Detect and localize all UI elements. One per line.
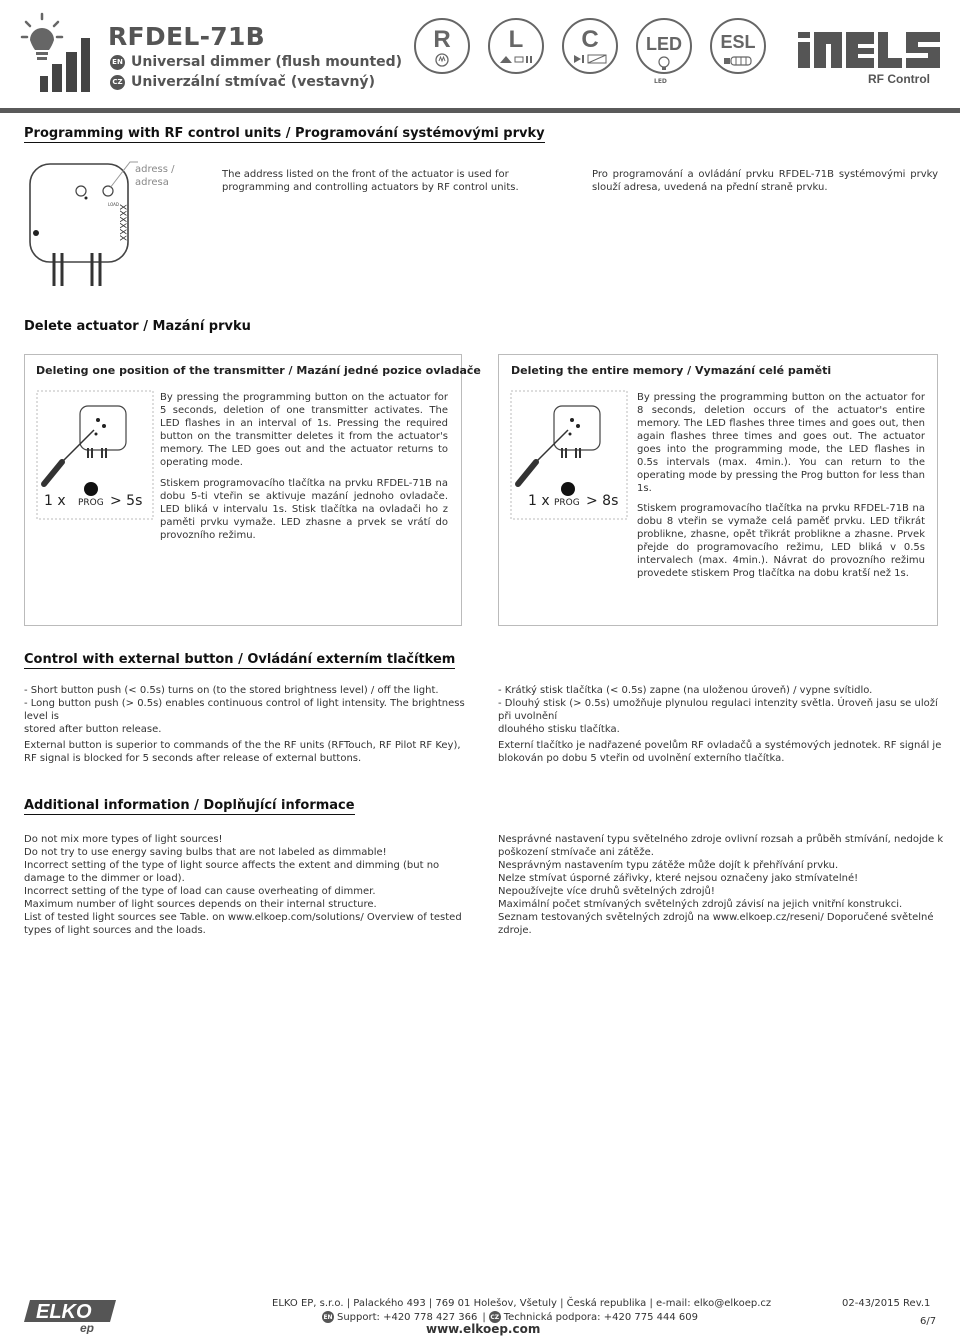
- elko-logo-text: ELKO: [36, 1301, 92, 1323]
- device-load-label: LOAD: [108, 202, 119, 207]
- elko-logo-sub: ep: [80, 1321, 95, 1334]
- badge-esl: [710, 18, 766, 74]
- external-heading: Control with external button / Ovládání externím tlačítkem: [24, 652, 456, 667]
- badge-l-label: L: [508, 26, 524, 53]
- subtitle-cz-text: Univerzální stmívač (vestavný): [131, 74, 375, 90]
- footer-support-en: Support: +420 778 427 366: [337, 1311, 478, 1323]
- additional-cz: Nesprávné nastavení typu světelného zdroje ovlivní rozsah a průběh stmívání, nedojde k poškození stmívače ani zátěže. Nesprávným nastavením typu zátěže může dojít k přehřívání prvku. Nelze stmívat úsporné zářivky, které nejsou označeny jako stmívatelné! Nepoužívejte více druhů světelných zdrojů! Maximální počet stmívaných světelných zdrojů závisí na jejich vnitřní konstrukci. Seznam testovaných světelných zdrojů na www.elkoep.cz/reseni/ Doporučené světelné zdroje.: [498, 834, 944, 936]
- delete-all-title: Deleting the entire memory / Vymazání celé paměti: [511, 364, 832, 377]
- programming-text-en: The address listed on the front of the actuator is used for programming and controlling actuators by RF control units.: [222, 169, 519, 193]
- delete-one-title: Deleting one position of the transmitter / Mazání jedné pozice ovladače: [36, 364, 481, 377]
- delete-one-text-cz: Stiskem programovacího tlačítka na prvku RFDEL-71B na dobu 5-ti vteřin se aktivuje mazání jednoho ovladače. LED bliká v intervalu 1s. Stisk tlačítka na ovladači ho z paměti prvku vymaže. LED zhasne a prvek se vrátí do provozního režimu.: [160, 478, 448, 541]
- badge-esl-label: ESL: [720, 32, 756, 52]
- delete-one-prog: PROG: [78, 498, 104, 508]
- badge-r: [414, 18, 470, 74]
- footer-support-cz: Technická podpora: +420 775 444 609: [503, 1311, 698, 1323]
- delete-all-text-cz: Stiskem programovacího tlačítka na prvku RFDEL-71B na dobu 8 vteřin se vymaže celá paměť prvku. LED třikrát problikne, zhasne, opět třikrát problikne a zhasne. Prvek přejde do programovacího režimu, LED bliká v 0.5s intervalech (max. 4min.). Návrat do provozního režimu provedete stiskem Prog tlačítka na dobu kratší než 1s.: [637, 503, 925, 579]
- badge-c-label: C: [581, 26, 599, 53]
- footer-revision: 02-43/2015 Rev.1: [842, 1298, 931, 1309]
- delete-all-text-en: By pressing the programming button on the actuator for 8 seconds, deletion occurs of the actuator's entire memory. The LED flashes three times and goes out, then again flashes three times and goes out. The actuator goes into the programming mode, the LED flashes in 0.5s intervals (max. 4min.). You can return to the operating mode by pressing the Prog button for less than 1s.: [637, 392, 925, 494]
- delete-heading: Delete actuator / Mazání prvku: [24, 319, 251, 334]
- subtitle-en-text: Universal dimmer (flush mounted): [131, 54, 403, 70]
- lang-en-badge: EN: [322, 1311, 334, 1323]
- delete-all-prog: PROG: [554, 498, 580, 508]
- additional-heading: Additional information / Doplňující informace: [24, 798, 355, 813]
- resistive-lamp-icon: [432, 52, 452, 70]
- footer-company: ELKO EP, s.r.o. | Palackého 493 | 769 01 Holešov, Všetuly | Česká republika | e-mail: elko@elkoep.cz: [272, 1298, 772, 1309]
- prog-button-dot: [561, 482, 575, 496]
- inels-wordmark: [796, 28, 942, 68]
- inductive-load-icon: [496, 52, 536, 66]
- footer-page-number: 6/7: [920, 1316, 937, 1327]
- delete-one-duration: > 5s: [110, 493, 143, 509]
- badge-led: [636, 18, 692, 74]
- badge-r-label: R: [433, 26, 451, 53]
- subtitle-cz: [110, 74, 375, 90]
- led-caption: LED: [654, 78, 667, 85]
- lang-en-badge: EN: [110, 55, 125, 70]
- external-en-bullets: - Short button push (< 0.5s) turns on (to the stored brightness level) / off the light. - Long button push (> 0.5s) enables continuous control of light intensity. The brightness level is stored after button release.: [24, 685, 465, 735]
- inels-logo: [796, 28, 942, 68]
- footer-web-link[interactable]: www.elkoep.com: [426, 1322, 541, 1336]
- programming-heading: Programming with RF control units / Programování systémovými prvky: [24, 126, 545, 141]
- product-title: RFDEL-71B: [108, 22, 266, 51]
- external-cz-note: Externí tlačítko je nadřazené povelům RF ovladačů a systémových jednotek. RF signál je blokován po dobu 5 vteřin od uvolnění externího tlačítka.: [498, 740, 942, 764]
- delete-all-duration: > 8s: [586, 493, 619, 509]
- led-bulb-icon: [657, 56, 671, 72]
- dimmer-bulb-icon: [20, 12, 90, 96]
- badge-led-label: LED: [646, 34, 682, 54]
- badge-c: [562, 18, 618, 74]
- device-address-code: XXXXXX: [117, 204, 127, 241]
- lang-cz-badge: CZ: [489, 1311, 501, 1323]
- esl-tube-icon: [722, 55, 754, 67]
- brand-subtitle: RF Control: [868, 72, 930, 86]
- prog-button-dot: [84, 482, 98, 496]
- capacitive-load-icon: [570, 52, 610, 66]
- footer-support: EN Support: +420 778 427 366 | CZ Technická podpora: +420 775 444 609: [323, 1311, 698, 1323]
- lang-cz-badge: CZ: [110, 75, 125, 90]
- delete-all-count: 1 x: [528, 493, 550, 509]
- delete-one-count: 1 x: [44, 493, 66, 509]
- address-callout: adress / adresa: [135, 164, 175, 188]
- delete-one-text-en: By pressing the programming button on the actuator for 5 seconds, deletion of one transmitter activates. The LED flashes in an interval of 1s. Pressing the required button on the transmitter deletes it from the actuator's memory. The LED goes out and the actuator returns to operating mode.: [160, 392, 448, 468]
- badge-l: [488, 18, 544, 74]
- external-cz-bullets: - Krátký stisk tlačítka (< 0.5s) zapne (na uloženou úroveň) / vypne svítidlo. - Dlouhý stisk (> 0.5s) umožňuje plynulou regulaci intenzity světla. Úroveň jasu se uloží při uvolnění dlouhého stisku tlačítka.: [498, 685, 938, 735]
- subtitle-en: [110, 54, 402, 70]
- external-en-note: External button is superior to commands of the the RF units (RFTouch, RF Pilot RF Key), RF signal is blocked for 5 seconds after release of external buttons.: [24, 740, 461, 764]
- elko-logo: [24, 1296, 120, 1334]
- additional-en: Do not mix more types of light sources! Do not try to use energy saving bulbs that are not labeled as dimmable! Incorrect setting of the type of light source affects the extent and dimming (but no damage to the dimmer or load). Incorrect setting of the type of load can cause overheating of dimmer. Maximum number of light sources depends on their internal structure. List of tested light sources see Table. on www.elkoep.com/solutions/ Overview of tested types of light sources and the loads.: [24, 834, 462, 936]
- programming-text-cz: Pro programování a ovládání prvku RFDEL-71B systémovými prvky slouží adresa, uvedená na přední straně prvku.: [592, 169, 938, 193]
